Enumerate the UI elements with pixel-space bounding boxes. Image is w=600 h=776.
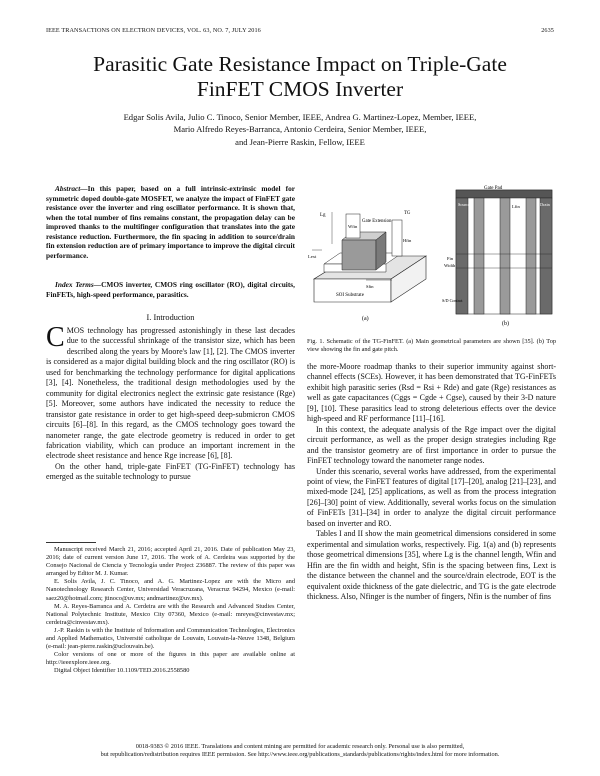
label-wfin: Wfin xyxy=(348,224,358,229)
label-gate-extension: Gate Extension xyxy=(362,219,392,224)
section-heading: I. Introduction xyxy=(146,313,195,322)
intro-paragraph-1: MOS technology has progressed astonishingly in these last decades due to the successful shrinkage of the transistor size, which has been described along the years by Moore's law [1], [2]. The CMOS inverter is considered as a major digital building block and the ring oscillator (RO) is used for benchmarking the technology performance for digital applications [3], [4]. Nonetheless, the traditional design methodologies used by the community for digital electronics neglect the extrinsic gate resistance (Rge) [5]. Moreover, some authors have indicated the necessity to reduce the transistor gate resistance in order to get high-speed deep-submicron CMOS circuits [6]–[8]. In this regard, as the CMOS technology goes toward the nanometer range, the gate electrode geometry is reduced in order to get fabrication viability, which can produce an important increment in the electrode sheet resistance and hence Rge increase [6], [8]. xyxy=(46,326,295,461)
abstract xyxy=(46,184,295,260)
label-width: Width xyxy=(444,263,456,268)
right-paragraph-2: In this context, the adequate analysis of the Rge impact over the digital circuit performance, as well as the proper design strategies including Rge and the transistor geometry are of first importance in order to pursue the FinFET technology toward the nanometer range nodes. xyxy=(307,424,556,466)
abstract-label: Abstract— xyxy=(55,184,88,193)
footnote-affiliation-3: J.-P. Raskin is with the Institute of Information and Communication Technologies, Electronics and Applied Mathematics, Université catholique de Louvain, Louvain-la-Neuve 1348, Belgium (e-mail: jean-pierre.raskin@uclouvain.be). xyxy=(46,626,295,651)
label-fin: Fin xyxy=(447,256,454,261)
label-soi-substrate: SOI Substrate xyxy=(336,293,364,298)
label-hfin: Hfin xyxy=(403,238,412,243)
label-lext: Lext xyxy=(308,254,317,259)
right-paragraph-4: Tables I and II show the main geometrical dimensions considered in some experimental and simulation works, respectively. Fig. 1(a) and (b) represents those geometrical dimensions [35], where Lg is the channel length, Wfin and Hfin are the fin width and height, Sfin is the spacing between fins, Lext is the distance between the channel and the source/drain electrode, EOT is the equivalent oxide thickness of the gate dielectric, and TG is the gate electrode thickness. Also, Nfinger is the number of fingers, Nfin is the number of fins xyxy=(307,529,556,601)
label-gate-pad: Gate Pad xyxy=(484,186,503,191)
intro-paragraph-2: On the other hand, triple-gate FinFET (TG-FinFET) technology has emerged as the suitable technology to pursue xyxy=(46,461,295,482)
running-header xyxy=(46,27,554,34)
index-terms-label: Index Terms— xyxy=(55,280,102,289)
footnote-affiliation-1: E. Solis Avila, J. C. Tinoco, and A. G. Martinez-Lopez are with the Micro and Nanotechnology Research Center, Universidad Veracruzana, Veracruz 94294, Mexico (e-mail: saez20@hotmail.com; jtinoco@uv.mx; andmartinez@uv.mx). xyxy=(46,578,295,602)
label-drain: Drain xyxy=(540,202,550,207)
right-paragraph-1: the more-Moore roadmap thanks to their superior immunity against short-channel effects (SCEs). However, it has been demonstrated that TG-FinFETs exhibit high parasitic series (Rsd = Rsi + Rde) and gate (Rge) resistances as well as gate capacitances (Cggs = Cgde + Cgse), caused by their 3-D nature [9], [10]. These parasitics lead to strong deleterious effects over the device high-speed and RF performance [11]–[16]. xyxy=(307,362,556,424)
introduction-text xyxy=(46,322,295,483)
title-line-2: FinFET CMOS Inverter xyxy=(196,77,404,101)
figure-caption: Fig. 1. Schematic of the TG-FinFET. (a) Main geometrical parameters are shown [35]. (b) Top view showing the fin and gate pitch. xyxy=(307,338,556,354)
footer-line-2: but republication/redistribution requires IEEE permission. See http://www.ieee.org/publications_standards/publications/rights/index.html for more information. xyxy=(100,751,500,759)
drop-cap: C xyxy=(46,322,65,353)
figure-1b-top-view xyxy=(456,190,552,314)
right-column-text xyxy=(307,362,556,602)
authors-line-3: and Jean-Pierre Raskin, Fellow, IEEE xyxy=(235,136,365,147)
label-contact: S/D Contact xyxy=(442,298,463,303)
journal-name: IEEE TRANSACTIONS ON ELECTRON DEVICES, VOL. 63, NO. 7, JULY 2016 xyxy=(46,27,261,34)
authors-line-2: Mario Alfredo Reyes-Barranca, Antonio Cerdeira, Senior Member, IEEE, xyxy=(173,124,427,135)
footnote-manuscript: Manuscript received March 21, 2016; accepted April 21, 2016. Date of publication May 23, 2016; date of current version June 17, 2016. The work of A. Cerdeira was supported by the Consejo Nacional de Ciencia y Tecnología under Project 236887. The review of this paper was arranged by Editor M. J. Kumar. xyxy=(46,546,295,578)
right-paragraph-3: Under this scenario, several works have addressed, from the experimental point of view, the FinFET features of digital [17]–[20], analog [21]–[23], and mixed-mode [24], [25] applications, as well as from the process integration [26]–[30] point of view. Additionally, several works focus on the simulation of FinFETs [31]–[34] in order to analyze the digital circuit performance based on inverter and RO. xyxy=(307,466,556,528)
label-lfin: Lfin xyxy=(512,204,520,209)
footnote-affiliation-2: M. A. Reyes-Barranca and A. Cerdeira are with the Research and Advanced Studies Center, National Polytechnic Institute, Mexico City 07360, Mexico (e-mail: mreyes@cinvestav.mx; cerdeira@cinvestav.mx). xyxy=(46,602,295,626)
author-list xyxy=(60,111,540,148)
footnote-color: Color versions of one or more of the figures in this paper are available online at http://ieeexplore.ieee.org. xyxy=(46,651,295,667)
label-a: (a) xyxy=(362,316,369,322)
title-line-1: Parasitic Gate Resistance Impact on Triple-Gate xyxy=(93,52,507,76)
label-tg: TG xyxy=(404,211,411,216)
label-source: Source xyxy=(458,202,470,207)
footnote-rule xyxy=(46,542,96,543)
abstract-text: In this paper, based on a full intrinsic-extrinsic model for symmetric doped double-gate MOSFET, we analyze the impact of FinFET gate resistance over the inverter and ring oscillator performance. It is shown that, when the total number of fins remains constant, the propagation delay can be improved thanks to the multifinger configuration that translates into the gate resistance reduction. Furthermore, the fin spacing in addition to source/drain fin extension reduction are of primary importance to improve the digital circuit performance. xyxy=(46,184,295,260)
label-b: (b) xyxy=(502,321,509,327)
label-lg: Lg xyxy=(320,213,326,218)
authors-line-1: Edgar Solis Avila, Julio C. Tinoco, Senior Member, IEEE, Andrea G. Martinez-Lopez, Member, IEEE, xyxy=(123,112,477,122)
label-sfin: Sfin xyxy=(366,284,374,289)
paper-title xyxy=(30,52,570,102)
copyright-footer xyxy=(40,743,560,759)
footnotes xyxy=(46,546,295,676)
footnote-doi: Digital Object Identifier 10.1109/TED.2016.2558580 xyxy=(54,667,190,675)
footer-line-1: 0018-9383 © 2016 IEEE. Translations and content mining are permitted for academic research only. Personal use is also permitted, xyxy=(135,743,465,750)
figure-1 xyxy=(306,184,558,334)
index-terms-text: CMOS inverter, CMOS ring oscillator (RO), digital circuits, FinFETs, high-speed performance, parasitics. xyxy=(46,280,295,299)
page-number: 2635 xyxy=(541,27,554,34)
index-terms xyxy=(46,280,295,299)
